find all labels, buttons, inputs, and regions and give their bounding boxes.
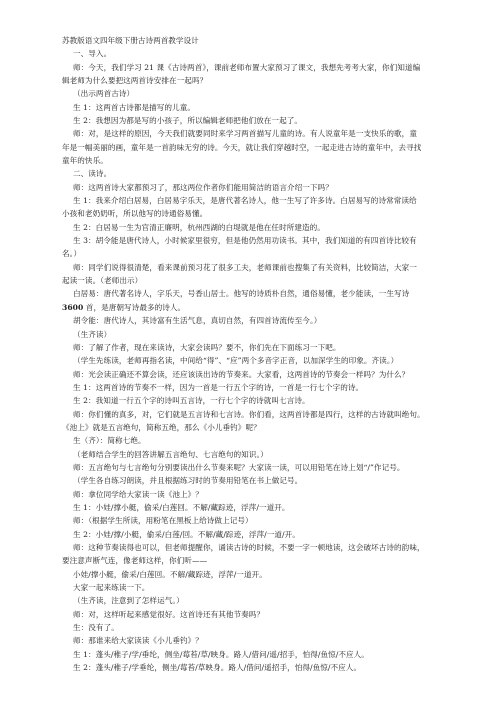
text-line: 师：五言绝句与七言绝句分别要读出什么节奏来呢？大家读一读，可以用铅笔在诗上划“/”作记号。: [73, 462, 405, 472]
text-line: 生 3：胡令能是唐代诗人，小时候家里很穷，但是他仍然用功读书。其中，我们知道的有四首诗比较有: [73, 236, 417, 246]
text-line: （生齐读，注意到了怎样运气。）: [73, 596, 184, 606]
text-line: 《池上》就是五言绝句，简称五绝，那么《小儿垂钓》呢？: [62, 422, 261, 432]
text-line: 生 1：这两首诗的节奏不一样，因为一首是一行五个字的诗，一首是一行七个字的诗。: [73, 382, 364, 392]
text-line: 师：那谁来给大家读读《小儿垂钓》？: [73, 636, 203, 646]
text-line: 名。）: [62, 249, 82, 259]
text-line: 生 2：我知道一行五个字的诗叫五言诗，一行七个字的诗就叫七言诗。: [73, 396, 310, 406]
text-line: 生 1：小娃/撑小艇，偷采/白莲回。不解/藏踪迹，浮萍/一道开。: [73, 502, 290, 512]
text-line: 起读一读。（老师出示）: [62, 276, 143, 286]
text-line: 要注意声断气连，像老师这样，你们听——: [62, 556, 208, 566]
text-line: 白居易：唐代著名诗人，字乐天，号香山居士。他写的诗质朴自然，通俗易懂，老少能读，一生写诗: [73, 289, 410, 299]
text-line: （出示两首古诗）: [73, 89, 135, 99]
text-line: 童年的快乐。: [62, 156, 108, 166]
text-line: （生齐读）: [73, 329, 112, 339]
text-line: 生 2：小娃/撑/小艇，偷采/白莲/回。不解/藏/踪迹，浮萍/一道/开。: [73, 529, 300, 539]
text-line: 师：今天，我们学习 21 课《古诗两首》，课前老师布置大家预习了课文，我想先考考大家，你们知道编: [73, 62, 421, 72]
text-line: （老师结合学生的回答讲解五言绝句、七言绝句的知识。）: [73, 449, 268, 459]
text-line: 一、导入。: [73, 49, 112, 59]
text-line: 生 1：这两首古诗都是描写的儿童。: [73, 102, 195, 112]
text-line: 小娃/撑小艇，偷采/白莲回。不解/藏踪迹，浮萍/一道开。: [73, 569, 267, 579]
text-line: 生 1：我来介绍白居易，白居易字乐天，是唐代著名诗人，他一生写了许多诗。白居易写的诗常常读给: [73, 196, 417, 206]
text-line: 年是一幅美丽的画，童年是一首韵味无穷的诗。今天，就让我们穿越时空，一起走进古诗的童年中，去寻找: [62, 142, 422, 152]
text-line: 生 2：我想因为都是写的小孩子，所以编辑老师把他们放在一起了。: [73, 116, 303, 126]
text-line: （学生先练读，老师再指名读，中间给“得”、“应”两个多音字正音，以加深学生的印象。齐读。）: [73, 356, 399, 366]
text-line: 师：（根据学生所读，用粉笔在黑板上给诗做上记号）: [73, 516, 253, 526]
text-line: 胡令能：唐代诗人，其诗富有生活气息，真切自然，有四首诗流传至今。）: [73, 316, 322, 326]
text-line: 3600 首，是唐朝写诗最多的诗人。: [62, 302, 186, 312]
text-line: 师：这两首诗大家都预习了，那这两位作者你们能用简洁的语言介绍一下吗？: [73, 182, 333, 192]
text-line: 师：对，是这样的原因，今天我们就要同时来学习两首描写儿童的诗。有人说童年是一支快乐的歌，童: [73, 129, 417, 139]
text-line: 大家一起来练读一下。: [73, 583, 150, 593]
text-line: 辑老师为什么要把这两首诗安排在一起吗？: [62, 75, 208, 85]
text-line: 二、读诗。: [73, 169, 112, 179]
text-line: 师：了解了作者，现在来读诗，大家会读吗？要不，你们先在下面练习一下吧。: [73, 342, 341, 352]
text-line: 生（齐）：简称七绝。: [73, 436, 146, 446]
text-line: （学生各自练习朗读，并且根据练习时的节奏用铅笔在书上做记号。: [73, 476, 303, 486]
text-line: 师：你们懂的真多，对，它们就是五言诗和七言诗。你们看，这两首诗都是四行，这样的古诗就叫绝句。: [73, 409, 425, 419]
text-line: 师：这种节奏读得也可以，但老师提醒你，诵读古诗的时候，不要一字一顿地读，这会破坏古诗的韵味，: [73, 543, 425, 553]
text-line: 师：对，这样听起来感觉很好。这首诗还有其他节奏吗？: [73, 609, 265, 619]
document-body: [62, 47, 434, 674]
document-title: 苏教版语文四年级下册古诗两首教学设计: [62, 36, 199, 45]
bold-number: 3600: [62, 302, 84, 312]
text-line: 生 2：蓬头/稚子/学垂纶，侧坐/莓苔/草映身。路人/借问/遥招手，怕得/鱼惊/不应人。: [73, 663, 362, 673]
text-line: 生：没有了。: [73, 623, 119, 633]
text-line: 小孩和老奶奶听，所以他写的诗通俗易懂。: [62, 209, 208, 219]
text-line: 生 1：蓬头/稚子/学/垂纶，侧坐/莓苔/草/映身。路人/借问/遥/招手，怕得/鱼惊/不应人。: [73, 649, 369, 659]
text-line: 师：光会读正确还不算会读，还应该读出诗的节奏来。大家看，这两首诗的节奏会一样吗？为什么？: [73, 369, 410, 379]
text-line: 师：拿位同学给大家读一读《池上》？: [73, 489, 203, 499]
text-line: 师：同学们说得很清楚，看来课前预习花了很多工夫，老师课前也搜集了有关资料，比较简洁，大家一: [73, 262, 417, 272]
text-line: 生 2：白居易一生为官清正廉明，杭州西湖的白堤就是他在任时所建造的。: [73, 222, 325, 232]
